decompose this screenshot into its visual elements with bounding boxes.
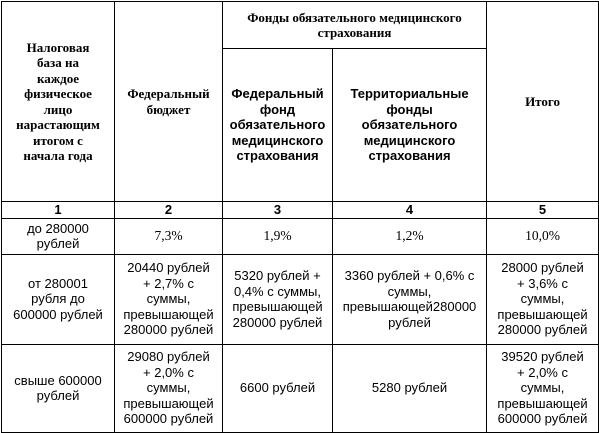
- cell-territorial-funds: 3360 рублей + 0,6% с суммы, превышающей280000 рублей: [333, 254, 487, 344]
- cell-federal-budget: 20440 рублей + 2,7% с суммы, превышающей 280000 рублей: [115, 254, 223, 344]
- table-row: [2, 218, 599, 254]
- cell-federal-fund: 5320 рублей + 0,4% с суммы, превышающей 280000 рублей: [223, 254, 333, 344]
- header-federal-budget: Федеральный бюджет: [115, 2, 223, 202]
- header-tax-base: Налоговая база на каждое физическое лицо нарастающим итогом с начала года: [2, 2, 115, 202]
- cell-tax-base: до 280000 рублей: [2, 218, 115, 254]
- cell-total: 39520 рублей + 2,0% с суммы, превышающей 600000 рублей: [487, 344, 599, 432]
- header-row-top: [2, 2, 599, 49]
- cell-federal-budget: 29080 рублей + 2,0% с суммы, превышающей 600000 рублей: [115, 344, 223, 432]
- cell-federal-budget: 7,3%: [115, 218, 223, 254]
- column-number-row: [2, 202, 599, 219]
- column-number: 1: [2, 202, 115, 219]
- header-territorial-funds: Территориальные фонды обязательного медицинского страхования: [333, 49, 487, 202]
- header-federal-fund: Федеральный фонд обязательного медицинского страхования: [223, 49, 333, 202]
- column-number: 2: [115, 202, 223, 219]
- tax-rate-table: [1, 1, 599, 433]
- header-medical-funds-group: Фонды обязательного медицинского страхования: [223, 2, 487, 49]
- column-number: 5: [487, 202, 599, 219]
- cell-total: 10,0%: [487, 218, 599, 254]
- cell-total: 28000 рублей + 3,6% с суммы, превышающей 280000 рублей: [487, 254, 599, 344]
- cell-tax-base: свыше 600000 рублей: [2, 344, 115, 432]
- column-number: 3: [223, 202, 333, 219]
- cell-territorial-funds: 1,2%: [333, 218, 487, 254]
- cell-federal-fund: 6600 рублей: [223, 344, 333, 432]
- cell-territorial-funds: 5280 рублей: [333, 344, 487, 432]
- header-total: Итого: [487, 2, 599, 202]
- table-row: [2, 254, 599, 344]
- cell-tax-base: от 280001 рубля до 600000 рублей: [2, 254, 115, 344]
- table-row: [2, 344, 599, 432]
- cell-federal-fund: 1,9%: [223, 218, 333, 254]
- column-number: 4: [333, 202, 487, 219]
